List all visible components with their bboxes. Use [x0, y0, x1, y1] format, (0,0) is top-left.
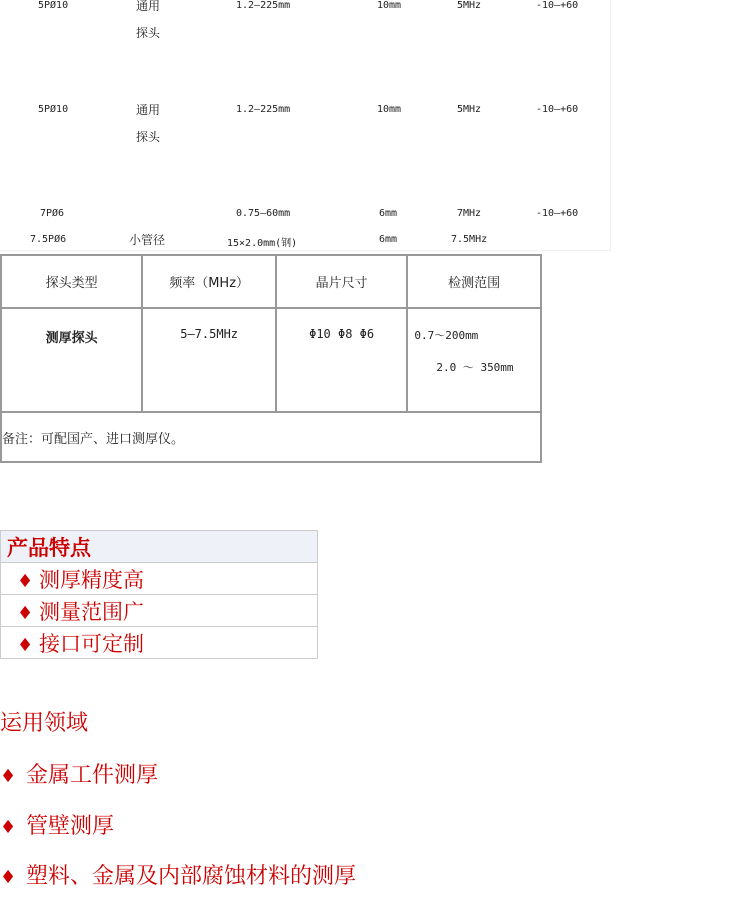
- type-cell: 通用: [136, 103, 161, 117]
- spec-row: [0, 104, 610, 164]
- freq-cell: 7MHz: [457, 208, 482, 219]
- feature-item: [1, 563, 318, 595]
- feature-label: 测量范围广: [39, 599, 144, 624]
- header-chip-size: 晶片尺寸: [276, 255, 407, 308]
- freq-cell: 7.5MHz: [451, 234, 488, 245]
- table-header-row: [1, 255, 541, 308]
- spec-list: [0, 0, 611, 251]
- diamond-bullet-icon: ♦: [17, 602, 34, 624]
- range-cell: 0.75—60mm: [236, 208, 291, 219]
- header-range: 检测范围: [407, 255, 541, 308]
- table-note: 备注：可配国产、进口测厚仪。: [1, 412, 541, 462]
- range-cell: [407, 308, 541, 412]
- diamond-bullet-icon: ♦: [0, 766, 17, 787]
- diamond-bullet-icon: ♦: [0, 817, 17, 838]
- feature-label: 接口可定制: [39, 631, 144, 656]
- diamond-bullet-icon: ♦: [17, 634, 34, 656]
- diamond-bullet-icon: ♦: [0, 867, 17, 888]
- feature-item: [1, 595, 318, 627]
- application-label: 金属工件测厚: [26, 763, 159, 788]
- frequency-cell: 5—7.5MHz: [142, 308, 276, 412]
- type-cell: 通用: [136, 0, 161, 13]
- feature-label: 测厚精度高: [39, 567, 144, 592]
- header-frequency: 频率（MHz）: [142, 255, 276, 308]
- probe-type-cell: 测厚探头: [1, 308, 142, 412]
- temp-cell: -10—+60: [536, 104, 579, 115]
- range-line-2: 2.0 ～ 350mm: [436, 361, 514, 374]
- range-cell: 1.2—225mm: [236, 0, 291, 11]
- range-cell: 15×2.0mm(钢): [227, 238, 298, 249]
- range-line-1: 0.7～200mm: [414, 329, 479, 342]
- probe-table: [0, 254, 542, 463]
- features-box: [0, 530, 318, 659]
- diameter-cell: 10mm: [377, 104, 402, 115]
- type-cell: 小管径: [129, 233, 166, 247]
- features-title: 产品特点: [1, 531, 318, 563]
- application-label: 管壁测厚: [26, 814, 115, 839]
- freq-cell: 5MHz: [457, 0, 482, 11]
- diameter-cell: 6mm: [379, 234, 398, 245]
- range-cell: 1.2—225mm: [236, 104, 291, 115]
- diamond-bullet-icon: ♦: [17, 570, 34, 592]
- model-cell: 5PØ10: [38, 0, 69, 11]
- freq-cell: 5MHz: [457, 104, 482, 115]
- model-cell: 7PØ6: [40, 208, 65, 219]
- chip-size-cell: Φ10 Φ8 Φ6: [276, 308, 407, 412]
- temp-cell: -10—+60: [536, 208, 579, 219]
- table-row: [1, 308, 541, 412]
- application-label: 塑料、金属及内部腐蚀材料的测厚: [26, 864, 357, 889]
- application-item: [0, 758, 158, 789]
- table-note-row: [1, 412, 541, 462]
- application-item: [0, 859, 356, 890]
- type-cell-2: 探头: [136, 130, 161, 144]
- header-probe-type: 探头类型: [1, 255, 142, 308]
- applications-title: 运用领域: [0, 711, 89, 736]
- type-cell-2: 探头: [136, 26, 161, 40]
- feature-item: [1, 627, 318, 659]
- diameter-cell: 10mm: [377, 0, 402, 11]
- model-cell: 7.5PØ6: [30, 234, 67, 245]
- temp-cell: -10—+60: [536, 0, 579, 11]
- model-cell: 5PØ10: [38, 104, 69, 115]
- diameter-cell: 6mm: [379, 208, 398, 219]
- spec-row: [0, 0, 610, 60]
- application-item: [0, 809, 114, 840]
